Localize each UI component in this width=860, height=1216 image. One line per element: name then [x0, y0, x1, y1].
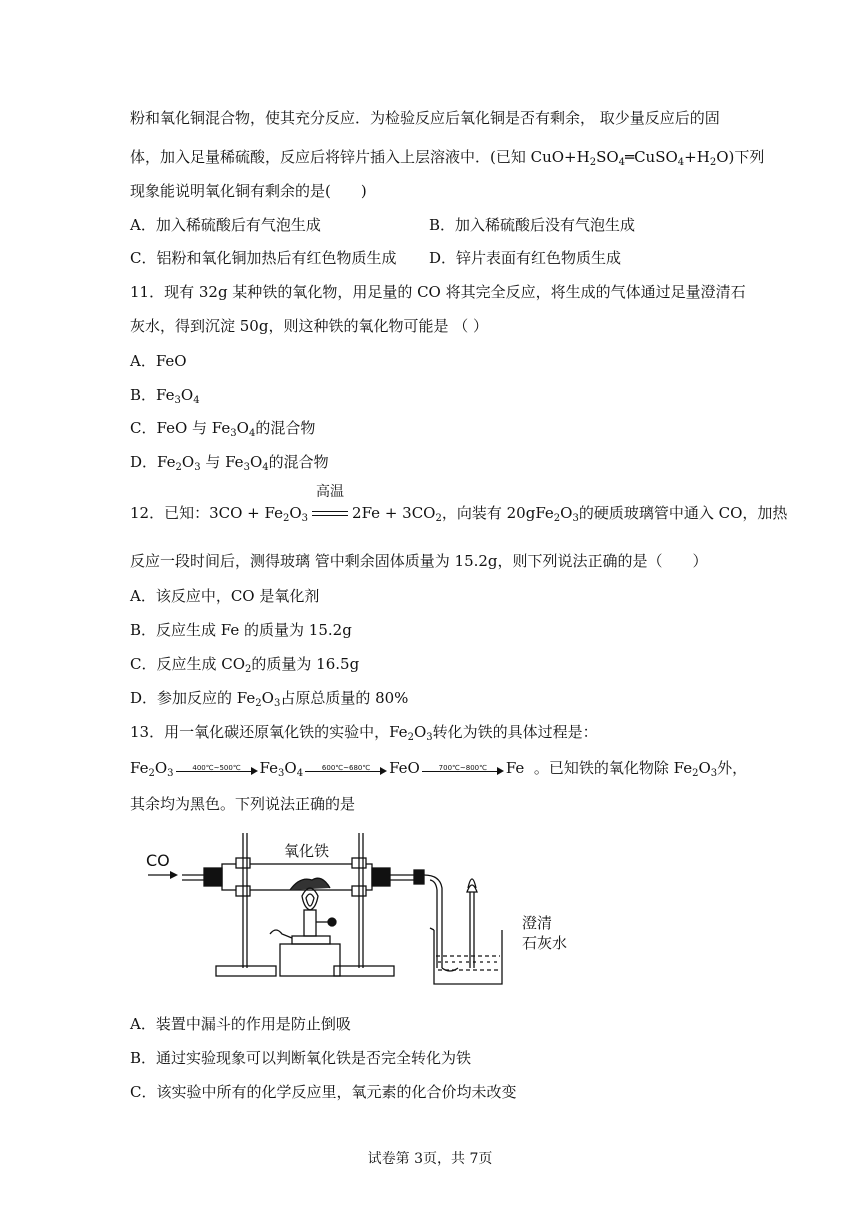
q11-stem-line2: 灰水，得到沉淀 50g，则这种铁的氧化物可能是 （ ）	[130, 317, 488, 335]
q12-option-d: D．参加反应的 $Fe_2O_3$占原总质量的 80%	[130, 689, 409, 709]
q12-stem-line2: 反应一段时间后，测得玻璃 管中剩余固体质量为 15.2g，则下列说法正确的是（ ）	[130, 552, 708, 570]
co-label: CO	[146, 851, 170, 870]
q13-option-c: C．该实验中所有的化学反应里，氧元素的化合价均未改变	[130, 1083, 517, 1101]
q10-option-a: A．加入稀硫酸后有气泡生成	[130, 216, 321, 234]
page-footer: 试卷第 3页，共 7页	[367, 1151, 493, 1167]
q11-option-d: D．$Fe_2O_3$ 与 $Fe_3O_4$的混合物	[130, 453, 329, 473]
q11-option-b: B．$Fe_3O_4$	[130, 386, 200, 406]
q10-option-d: D．锌片表面有红色物质生成	[429, 249, 622, 267]
q11-option-c: C．FeO 与 $Fe_3O_4$的混合物	[130, 419, 316, 439]
limewater-label-line2: 石灰水	[522, 934, 568, 952]
q10-stem-line2: 体，加入足量稀硫酸，反应后将锌片插入上层溶液中．(已知 $CuO+H_2SO_4═CuSO_4+H_2O$)下列	[130, 148, 765, 168]
q12-option-b: B．反应生成 Fe 的质量为 15.2g	[130, 621, 352, 639]
q13-stem-line1: 13．用一氧化碳还原氧化铁的实验中，$Fe_2O_3$转化为铁的具体过程是：	[130, 723, 598, 743]
q11-stem-line1: 11．现有 32g 某种铁的氧化物，用足量的 CO 将其完全反应，将生成的气体通过足量澄清石	[130, 283, 746, 301]
q13-option-a: A．装置中漏斗的作用是防止倒吸	[130, 1015, 351, 1033]
apparatus-diagram	[140, 828, 600, 998]
reaction-equals-sign: 高温	[312, 504, 348, 524]
q13-option-b: B．通过实验现象可以判断氧化铁是否完全转化为铁	[130, 1049, 472, 1067]
arrow-icon: 700℃~800℃	[422, 760, 504, 778]
q13-stem-line3: 其余均为黑色。下列说法正确的是	[130, 795, 356, 813]
q13-conversion-chain: $Fe_2O_3$ 400℃~500℃ $Fe_3O_4$ 600℃~680℃ FeO 700℃~800℃ Fe 。已知铁的氧化物除 $Fe_2O_3$外，	[130, 759, 748, 779]
q12-stem-line1: 12．已知：$3CO + Fe_2O_3$ 高温 $2Fe + 3CO_2$，向装有 $20gFe_2O_3$的硬质玻璃管中通入 CO，加热	[130, 484, 788, 524]
arrow-icon: 400℃~500℃	[176, 760, 258, 778]
q10-stem-line1: 粉和氧化铜混合物，使其充分反应．为检验反应后氧化铜是否有剩余， 取少量反应后的固	[130, 109, 720, 127]
iron-oxide-label: 氧化铁	[284, 842, 330, 860]
q12-option-c: C．反应生成 $CO_2$的质量为 16.5g	[130, 655, 360, 675]
q12-option-a: A．该反应中，CO 是氧化剂	[130, 587, 320, 605]
q10-option-b: B．加入稀硫酸后没有气泡生成	[429, 216, 636, 234]
limewater-label-line1: 澄清	[522, 914, 553, 932]
q10-stem-line3: 现象能说明氧化铜有剩余的是( )	[130, 182, 367, 200]
arrow-icon: 600℃~680℃	[305, 760, 387, 778]
q10-option-c: C．铝粉和氧化铜加热后有红色物质生成	[130, 249, 397, 267]
q11-option-a: A．FeO	[130, 352, 187, 370]
